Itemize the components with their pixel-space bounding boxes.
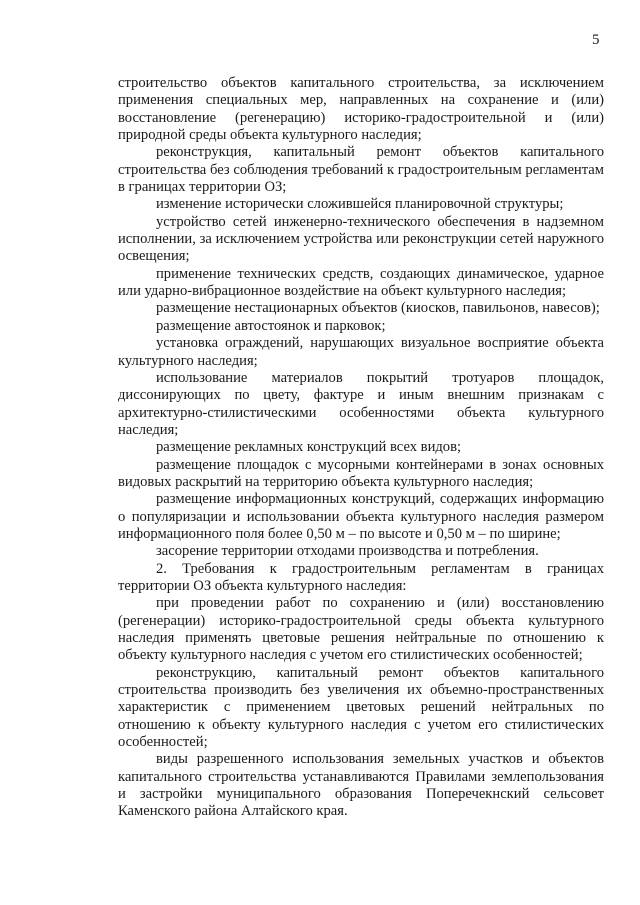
paragraph: использование материалов покрытий тротуаров площадок, диссонирующих по цвету, фактуре и иным внешним признакам с архитектурно-стилистическими особенностями объекта культурного наследия; xyxy=(118,369,604,438)
paragraph: строительство объектов капитального строительства, за исключением применения специальных мер, направленных на сохранение и (или) восстановление (регенерацию) историко-градостроительной и (или) природной среды объекта культурного наследия; xyxy=(118,75,604,144)
paragraph: виды разрешенного использования земельных участков и объектов капитального строительства устанавливаются Правилами землепользования и застройки муниципального образования Поперечекнский сельсовет Каменского района Алтайского края. xyxy=(118,751,604,820)
paragraph: размещение площадок с мусорными контейнерами в зонах основных видовых раскрытий на территорию объекта культурного наследия; xyxy=(118,456,604,490)
paragraph: установка ограждений, нарушающих визуальное восприятие объекта культурного наследия; xyxy=(118,335,604,369)
paragraph: размещение нестационарных объектов (киосков, павильонов, навесов); xyxy=(156,300,600,317)
paragraph: размещение информационных конструкций, содержащих информацию о популяризации и использовании объекта культурного наследия размером информационного поля более 0,50 м – по высоте и 0,50 м – по ширине; xyxy=(118,491,604,542)
section-heading: 2. Требования к градостроительным регламентам в границах территории ОЗ объекта культурного наследия: xyxy=(118,560,604,594)
paragraph: применение технических средств, создающих динамическое, ударное или ударно-вибрационное воздействие на объект культурного наследия; xyxy=(118,265,604,300)
paragraph: изменение исторически сложившейся планировочной структуры; xyxy=(156,196,564,213)
paragraph: устройство сетей инженерно-технического обеспечения в надземном исполнении, за исключением устройства или реконструкции сетей наружного освещения; xyxy=(118,213,604,265)
paragraph: реконструкция, капитальный ремонт объектов капитального строительства без соблюдения требований к градостроительным регламентам в границах территории ОЗ; xyxy=(118,144,604,196)
paragraph: засорение территории отходами производства и потребления. xyxy=(156,543,539,560)
document-body xyxy=(118,75,604,821)
paragraph: размещение рекламных конструкций всех видов; xyxy=(156,439,462,456)
paragraph: размещение автостоянок и парковок; xyxy=(156,317,386,334)
paragraph: реконструкцию, капитальный ремонт объектов капитального строительства производить без увеличения их объемно-пространственных характеристик с применением цветовых решений нейтральных по отношению к объекту культурного наследия с учетом его стилистических особенностей; xyxy=(118,664,604,751)
paragraph: при проведении работ по сохранению и (или) восстановлению (регенерации) историко-градостроительной среды объекта культурного наследия применять цветовые решения нейтральные по отношению к объекту культурного наследия с учетом его стилистических особенностей; xyxy=(118,595,604,664)
page-number: 5 xyxy=(592,32,600,48)
